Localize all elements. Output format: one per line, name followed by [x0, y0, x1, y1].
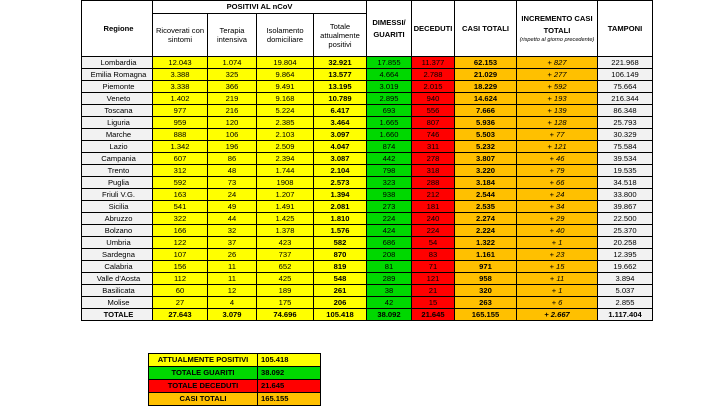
cell-regione: Calabria [82, 261, 153, 273]
cell-tamponi: 33.800 [598, 189, 653, 201]
cell-tamponi: 19.535 [598, 165, 653, 177]
table-row [82, 129, 653, 141]
cell-casi-totali: 18.229 [455, 81, 517, 93]
cell-deceduti: 311 [412, 141, 455, 153]
cell-ricoverati: 156 [153, 261, 208, 273]
total-cell-regione: TOTALE [82, 309, 153, 321]
header-isolamento: Isolamento domiciliare [257, 14, 314, 57]
table-row [82, 69, 653, 81]
cell-incremento: + 1 [517, 285, 598, 297]
cell-tamponi: 20.258 [598, 237, 653, 249]
cell-terapia: 366 [208, 81, 257, 93]
cell-casi-totali: 5.232 [455, 141, 517, 153]
cell-deceduti: 224 [412, 225, 455, 237]
cell-incremento: + 11 [517, 273, 598, 285]
totals-row [82, 309, 653, 321]
cell-isolamento: 9.864 [257, 69, 314, 81]
cell-regione: Lazio [82, 141, 153, 153]
cell-guariti: 424 [367, 225, 412, 237]
cell-tamponi: 34.518 [598, 177, 653, 189]
cell-incremento: + 29 [517, 213, 598, 225]
header-deceduti: DECEDUTI [412, 1, 455, 57]
cell-guariti: 81 [367, 261, 412, 273]
cell-isolamento: 9.168 [257, 93, 314, 105]
cell-totale-positivi: 13.195 [314, 81, 367, 93]
cell-incremento: + 121 [517, 141, 598, 153]
header-terapia: Terapia intensiva [208, 14, 257, 57]
total-cell-ricoverati: 27.643 [153, 309, 208, 321]
cell-ricoverati: 27 [153, 297, 208, 309]
cell-totale-positivi: 2.081 [314, 201, 367, 213]
cell-incremento: + 827 [517, 57, 598, 69]
summary-label: TOTALE GUARITI [149, 367, 258, 380]
summary-label: TOTALE DECEDUTI [149, 380, 258, 393]
cell-deceduti: 807 [412, 117, 455, 129]
cell-incremento: + 66 [517, 177, 598, 189]
cell-ricoverati: 1.402 [153, 93, 208, 105]
cell-terapia: 1.074 [208, 57, 257, 69]
cell-guariti: 17.855 [367, 57, 412, 69]
cell-deceduti: 21 [412, 285, 455, 297]
cell-ricoverati: 163 [153, 189, 208, 201]
cell-incremento: + 128 [517, 117, 598, 129]
cell-ricoverati: 888 [153, 129, 208, 141]
cell-guariti: 224 [367, 213, 412, 225]
cell-ricoverati: 60 [153, 285, 208, 297]
cell-deceduti: 83 [412, 249, 455, 261]
cell-guariti: 938 [367, 189, 412, 201]
summary-table [148, 353, 321, 406]
table-row [82, 93, 653, 105]
cell-regione: Abruzzo [82, 213, 153, 225]
cell-terapia: 26 [208, 249, 257, 261]
cell-regione: Sardegna [82, 249, 153, 261]
cell-casi-totali: 21.029 [455, 69, 517, 81]
cell-ricoverati: 3.388 [153, 69, 208, 81]
cell-totale-positivi: 3.097 [314, 129, 367, 141]
cell-terapia: 73 [208, 177, 257, 189]
table-row [82, 297, 653, 309]
table-row [82, 141, 653, 153]
cell-deceduti: 181 [412, 201, 455, 213]
table-row [82, 153, 653, 165]
cell-guariti: 42 [367, 297, 412, 309]
cell-guariti: 289 [367, 273, 412, 285]
cell-terapia: 86 [208, 153, 257, 165]
summary-value: 165.155 [258, 393, 321, 406]
cell-totale-positivi: 870 [314, 249, 367, 261]
cell-tamponi: 2.855 [598, 297, 653, 309]
cell-isolamento: 9.491 [257, 81, 314, 93]
cell-isolamento: 175 [257, 297, 314, 309]
total-cell-guariti: 38.092 [367, 309, 412, 321]
cell-deceduti: 15 [412, 297, 455, 309]
cell-totale-positivi: 6.417 [314, 105, 367, 117]
cell-isolamento: 2.103 [257, 129, 314, 141]
cell-guariti: 874 [367, 141, 412, 153]
table-row [82, 57, 653, 69]
cell-terapia: 49 [208, 201, 257, 213]
table-row [82, 273, 653, 285]
cell-casi-totali: 2.274 [455, 213, 517, 225]
cell-isolamento: 2.394 [257, 153, 314, 165]
cell-ricoverati: 322 [153, 213, 208, 225]
cell-totale-positivi: 819 [314, 261, 367, 273]
cell-deceduti: 212 [412, 189, 455, 201]
cell-terapia: 120 [208, 117, 257, 129]
summary-label: CASI TOTALI [149, 393, 258, 406]
cell-casi-totali: 3.807 [455, 153, 517, 165]
cell-incremento: + 77 [517, 129, 598, 141]
cell-guariti: 1.665 [367, 117, 412, 129]
header-incremento [517, 1, 598, 57]
cell-deceduti: 746 [412, 129, 455, 141]
cell-ricoverati: 112 [153, 273, 208, 285]
cell-ricoverati: 166 [153, 225, 208, 237]
cell-tamponi: 75.584 [598, 141, 653, 153]
total-cell-deceduti: 21.645 [412, 309, 455, 321]
cell-tamponi: 75.664 [598, 81, 653, 93]
total-cell-incremento: + 2.667 [517, 309, 598, 321]
cell-deceduti: 71 [412, 261, 455, 273]
cell-deceduti: 121 [412, 273, 455, 285]
cell-ricoverati: 1.342 [153, 141, 208, 153]
table-row [82, 213, 653, 225]
cell-terapia: 219 [208, 93, 257, 105]
cell-tamponi: 39.534 [598, 153, 653, 165]
summary-value: 21.645 [258, 380, 321, 393]
cell-incremento: + 139 [517, 105, 598, 117]
cell-regione: Valle d'Aosta [82, 273, 153, 285]
total-cell-totale-positivi: 105.418 [314, 309, 367, 321]
cell-terapia: 106 [208, 129, 257, 141]
summary-row [149, 354, 321, 367]
cell-regione: Sicilia [82, 201, 153, 213]
cell-guariti: 4.664 [367, 69, 412, 81]
cell-terapia: 325 [208, 69, 257, 81]
cell-totale-positivi: 1.810 [314, 213, 367, 225]
summary-value: 105.418 [258, 354, 321, 367]
cell-deceduti: 940 [412, 93, 455, 105]
cell-tamponi: 25.793 [598, 117, 653, 129]
cell-terapia: 12 [208, 285, 257, 297]
cell-tamponi: 5.037 [598, 285, 653, 297]
cell-regione: Veneto [82, 93, 153, 105]
cell-regione: Piemonte [82, 81, 153, 93]
cell-terapia: 11 [208, 261, 257, 273]
cell-terapia: 216 [208, 105, 257, 117]
cell-totale-positivi: 3.087 [314, 153, 367, 165]
table-row [82, 261, 653, 273]
cell-guariti: 38 [367, 285, 412, 297]
cell-casi-totali: 62.153 [455, 57, 517, 69]
cell-casi-totali: 2.544 [455, 189, 517, 201]
cell-regione: Basilicata [82, 285, 153, 297]
cell-deceduti: 2.788 [412, 69, 455, 81]
cell-incremento: + 34 [517, 201, 598, 213]
cell-casi-totali: 3.220 [455, 165, 517, 177]
cell-totale-positivi: 13.577 [314, 69, 367, 81]
cell-casi-totali: 5.503 [455, 129, 517, 141]
cell-deceduti: 11.377 [412, 57, 455, 69]
cell-isolamento: 737 [257, 249, 314, 261]
cell-guariti: 693 [367, 105, 412, 117]
cell-incremento: + 40 [517, 225, 598, 237]
table-row [82, 249, 653, 261]
cell-casi-totali: 320 [455, 285, 517, 297]
cell-isolamento: 425 [257, 273, 314, 285]
cell-regione: Molise [82, 297, 153, 309]
cell-totale-positivi: 2.573 [314, 177, 367, 189]
cell-totale-positivi: 582 [314, 237, 367, 249]
cell-regione: Marche [82, 129, 153, 141]
table-row [82, 237, 653, 249]
cell-guariti: 686 [367, 237, 412, 249]
cell-terapia: 11 [208, 273, 257, 285]
cell-incremento: + 6 [517, 297, 598, 309]
cell-ricoverati: 592 [153, 177, 208, 189]
cell-ricoverati: 107 [153, 249, 208, 261]
cell-tamponi: 22.500 [598, 213, 653, 225]
cell-terapia: 4 [208, 297, 257, 309]
cell-casi-totali: 1.322 [455, 237, 517, 249]
cell-guariti: 208 [367, 249, 412, 261]
summary-value: 38.092 [258, 367, 321, 380]
cell-tamponi: 39.867 [598, 201, 653, 213]
cell-casi-totali: 5.936 [455, 117, 517, 129]
cell-casi-totali: 3.184 [455, 177, 517, 189]
cell-totale-positivi: 261 [314, 285, 367, 297]
table-row [82, 285, 653, 297]
cell-casi-totali: 1.161 [455, 249, 517, 261]
cell-isolamento: 1.491 [257, 201, 314, 213]
cell-isolamento: 423 [257, 237, 314, 249]
cell-isolamento: 2.385 [257, 117, 314, 129]
summary-label: ATTUALMENTE POSITIVI [149, 354, 258, 367]
table-row [82, 225, 653, 237]
cell-isolamento: 1.744 [257, 165, 314, 177]
table-row [82, 201, 653, 213]
cell-guariti: 1.660 [367, 129, 412, 141]
cell-isolamento: 1.378 [257, 225, 314, 237]
header-ricoverati: Ricoverati con sintomi [153, 14, 208, 57]
cell-casi-totali: 263 [455, 297, 517, 309]
cell-ricoverati: 541 [153, 201, 208, 213]
cell-deceduti: 278 [412, 153, 455, 165]
cell-isolamento: 1.207 [257, 189, 314, 201]
cell-deceduti: 54 [412, 237, 455, 249]
cell-incremento: + 277 [517, 69, 598, 81]
cell-tamponi: 30.329 [598, 129, 653, 141]
cell-incremento: + 1 [517, 237, 598, 249]
cell-regione: Puglia [82, 177, 153, 189]
cell-terapia: 196 [208, 141, 257, 153]
cell-casi-totali: 2.535 [455, 201, 517, 213]
header-incremento-label: INCREMENTO CASI TOTALI [521, 14, 593, 35]
cell-isolamento: 19.804 [257, 57, 314, 69]
summary-row [149, 367, 321, 380]
cell-tamponi: 25.370 [598, 225, 653, 237]
cell-regione: Lombardia [82, 57, 153, 69]
cell-casi-totali: 14.624 [455, 93, 517, 105]
cell-deceduti: 556 [412, 105, 455, 117]
cell-deceduti: 240 [412, 213, 455, 225]
cell-incremento: + 46 [517, 153, 598, 165]
header-dimessi-guariti: DIMESSI/ GUARITI [367, 1, 412, 57]
summary-row [149, 380, 321, 393]
table-row [82, 177, 653, 189]
table-row [82, 81, 653, 93]
cell-tamponi: 106.149 [598, 69, 653, 81]
cell-casi-totali: 7.666 [455, 105, 517, 117]
cell-tamponi: 12.395 [598, 249, 653, 261]
cell-isolamento: 5.224 [257, 105, 314, 117]
header-casi-totali: CASI TOTALI [455, 1, 517, 57]
header-regione: Regione [82, 1, 153, 57]
cell-totale-positivi: 1.576 [314, 225, 367, 237]
cell-incremento: + 592 [517, 81, 598, 93]
cell-deceduti: 288 [412, 177, 455, 189]
table-row [82, 117, 653, 129]
cell-casi-totali: 958 [455, 273, 517, 285]
cell-terapia: 32 [208, 225, 257, 237]
cell-isolamento: 1908 [257, 177, 314, 189]
cell-totale-positivi: 2.104 [314, 165, 367, 177]
total-cell-isolamento: 74.696 [257, 309, 314, 321]
cell-guariti: 273 [367, 201, 412, 213]
cell-guariti: 3.019 [367, 81, 412, 93]
cell-guariti: 323 [367, 177, 412, 189]
cell-regione: Bolzano [82, 225, 153, 237]
cell-isolamento: 1.425 [257, 213, 314, 225]
header-incremento-note: (rispetto al giorno precedente) [519, 37, 595, 43]
cell-regione: Umbria [82, 237, 153, 249]
cell-totale-positivi: 32.921 [314, 57, 367, 69]
cell-ricoverati: 12.043 [153, 57, 208, 69]
cell-incremento: + 79 [517, 165, 598, 177]
cell-ricoverati: 977 [153, 105, 208, 117]
table-row [82, 189, 653, 201]
cell-regione: Campania [82, 153, 153, 165]
header-positivi-group: POSITIVI AL nCoV [153, 1, 367, 14]
covid-regional-table [81, 0, 653, 321]
total-cell-casi-totali: 165.155 [455, 309, 517, 321]
cell-regione: Liguria [82, 117, 153, 129]
header-tamponi: TAMPONI [598, 1, 653, 57]
cell-isolamento: 652 [257, 261, 314, 273]
cell-totale-positivi: 10.789 [314, 93, 367, 105]
cell-incremento: + 23 [517, 249, 598, 261]
cell-terapia: 24 [208, 189, 257, 201]
cell-ricoverati: 607 [153, 153, 208, 165]
cell-incremento: + 15 [517, 261, 598, 273]
cell-ricoverati: 959 [153, 117, 208, 129]
cell-tamponi: 86.348 [598, 105, 653, 117]
cell-totale-positivi: 3.464 [314, 117, 367, 129]
cell-guariti: 798 [367, 165, 412, 177]
cell-regione: Emilia Romagna [82, 69, 153, 81]
cell-tamponi: 216.344 [598, 93, 653, 105]
cell-tamponi: 3.894 [598, 273, 653, 285]
cell-ricoverati: 3.338 [153, 81, 208, 93]
table-body [82, 57, 653, 321]
cell-isolamento: 189 [257, 285, 314, 297]
table-row [82, 165, 653, 177]
cell-incremento: + 193 [517, 93, 598, 105]
cell-deceduti: 318 [412, 165, 455, 177]
cell-regione: Toscana [82, 105, 153, 117]
cell-regione: Trento [82, 165, 153, 177]
table-row [82, 105, 653, 117]
header-totale-positivi: Totale attualmente positivi [314, 14, 367, 57]
cell-casi-totali: 2.224 [455, 225, 517, 237]
cell-isolamento: 2.509 [257, 141, 314, 153]
cell-guariti: 442 [367, 153, 412, 165]
cell-deceduti: 2.015 [412, 81, 455, 93]
total-cell-tamponi: 1.117.404 [598, 309, 653, 321]
cell-regione: Friuli V.G. [82, 189, 153, 201]
summary-row [149, 393, 321, 406]
cell-casi-totali: 971 [455, 261, 517, 273]
cell-totale-positivi: 1.394 [314, 189, 367, 201]
cell-terapia: 48 [208, 165, 257, 177]
cell-terapia: 44 [208, 213, 257, 225]
cell-ricoverati: 122 [153, 237, 208, 249]
cell-ricoverati: 312 [153, 165, 208, 177]
cell-totale-positivi: 4.047 [314, 141, 367, 153]
total-cell-terapia: 3.079 [208, 309, 257, 321]
cell-tamponi: 19.662 [598, 261, 653, 273]
cell-incremento: + 24 [517, 189, 598, 201]
cell-guariti: 2.895 [367, 93, 412, 105]
cell-terapia: 37 [208, 237, 257, 249]
cell-totale-positivi: 206 [314, 297, 367, 309]
cell-tamponi: 221.968 [598, 57, 653, 69]
cell-totale-positivi: 548 [314, 273, 367, 285]
